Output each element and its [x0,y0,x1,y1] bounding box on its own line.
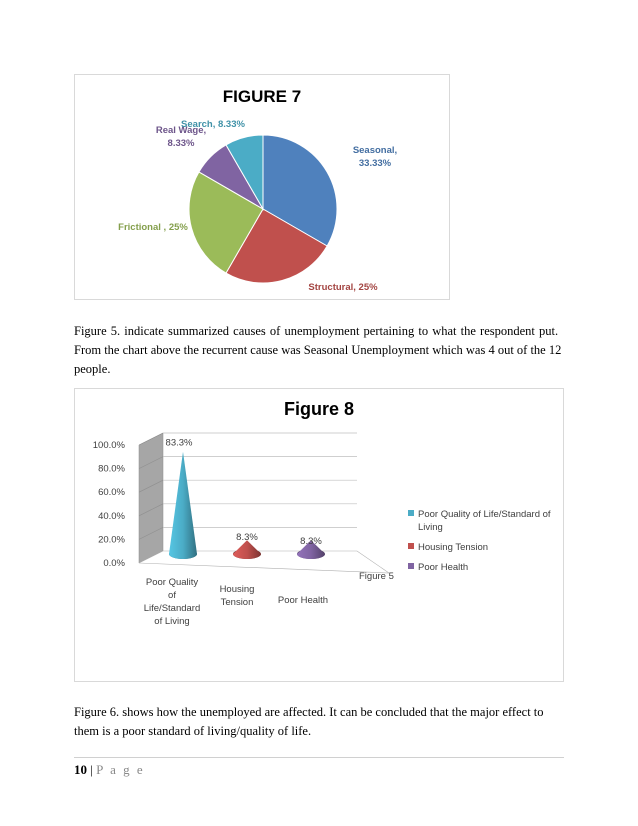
footer-divider [74,757,564,758]
y-tick-label: 80.0% [98,463,125,475]
legend-swatch [408,510,414,516]
legend-item: Housing Tension [418,542,489,553]
pie-chart-svg [75,75,449,299]
pie-label-structural: Structural, 25% [308,282,378,293]
cone-chart-svg [75,389,563,681]
category-label: Housing Tension [219,584,255,608]
page-word: P a g e [96,762,145,777]
category-label: Poor Health [277,595,329,606]
figure-8-chart [74,388,564,682]
pie-label-real-wage: Real Wage, 8.33% [155,125,207,149]
data-label: 8.3% [300,536,322,547]
y-tick-label: 100.0% [92,440,125,451]
category-label: Poor Quality of Life/Standard of Living [143,577,201,627]
chart-side-wall [139,433,163,563]
figure-8-title: Figure 8 [283,399,354,419]
cone-2 [233,540,261,559]
legend-item: Poor Health [418,562,469,573]
paragraph-line: Figure 5. indicate summarized causes of unemployment pertaining to what the respondent put. [74,324,559,338]
paragraph-line: them is a poor standard of living/quality of life. [74,724,312,738]
paragraph-figure-5 [74,322,562,379]
footer-separator: | [90,762,93,777]
data-label: 8.3% [236,532,258,543]
paragraph-figure-6 [74,703,554,741]
y-tick-label: 20.0% [98,534,125,546]
y-tick-label: 40.0% [98,510,125,522]
paragraph-line: From the chart above the recurrent cause was Seasonal Unemployment which was 4 out of the 12 [74,343,562,357]
page-footer [74,762,145,778]
data-label: 83.3% [165,437,193,449]
legend-swatch [408,543,414,549]
legend-item: Poor Quality of Life/Standard of Living [418,509,551,533]
pie-label-search: Search, 8.33% [181,119,245,130]
pie-label-seasonal: Seasonal, 33.33% [352,145,398,169]
paragraph-line: people. [74,362,111,376]
depth-axis-label: Figure 5 [359,571,394,582]
y-tick-label: 60.0% [98,487,125,499]
paragraph-line: Figure 6. shows how the unemployed are affected. It can be concluded that the major effect to [74,705,544,719]
figure-7-chart [74,74,450,300]
cone-1 [169,452,197,559]
figure-7-title: FIGURE 7 [222,87,302,106]
y-tick-label: 0.0% [103,558,125,569]
page-number: 10 [74,762,87,777]
legend-swatch [408,563,414,569]
pie-label-frictional: Frictional , 25% [118,222,188,233]
